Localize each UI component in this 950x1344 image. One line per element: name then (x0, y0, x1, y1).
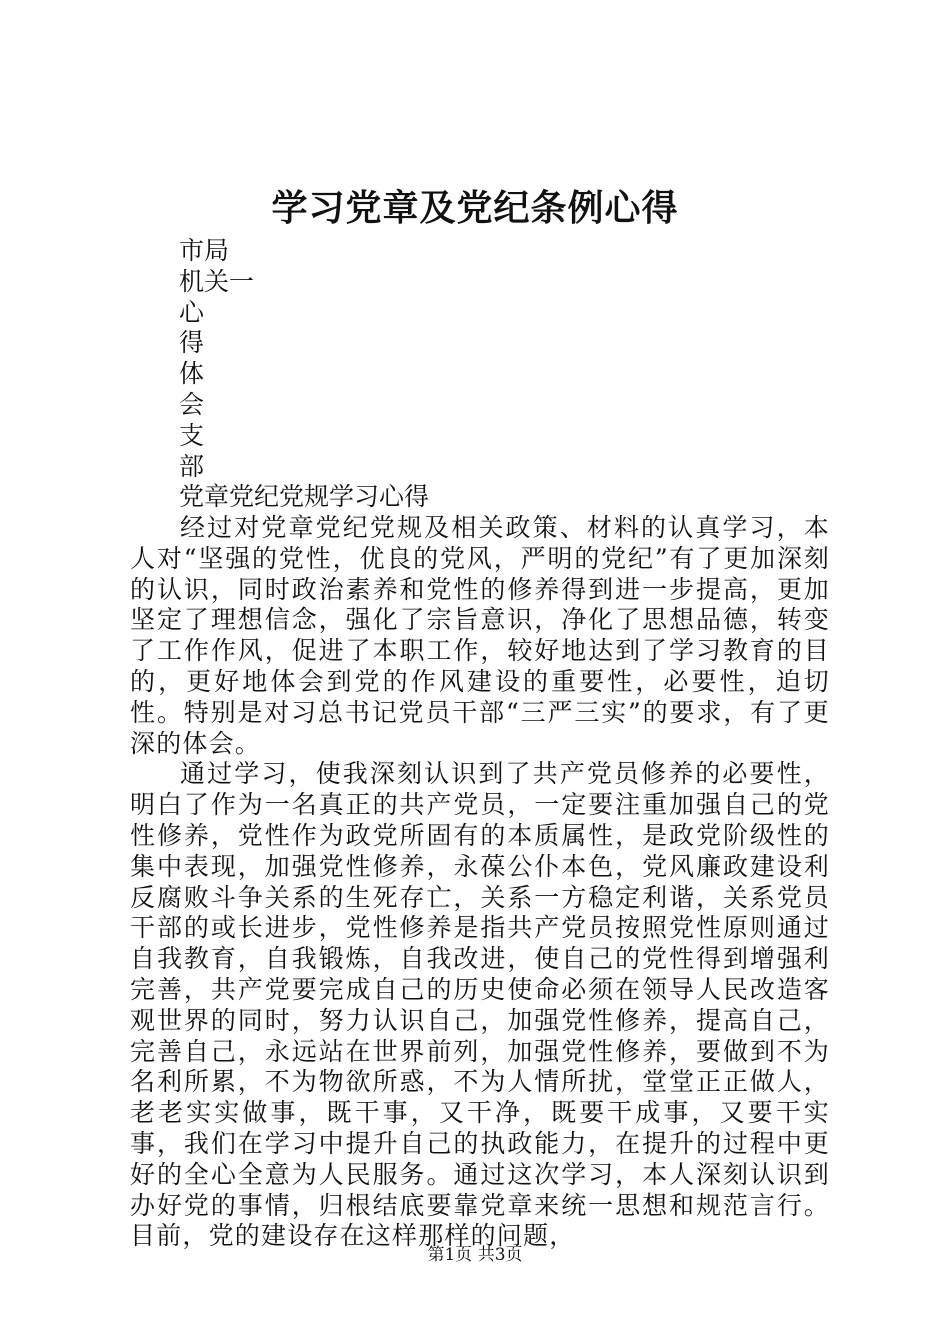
meta-line: 得 (179, 328, 205, 358)
meta-line: 部 (179, 451, 205, 481)
meta-line: 支 (179, 420, 205, 450)
meta-line: 市局 (179, 236, 230, 265)
document-title: 学习党章及党纪条例心得 (271, 187, 679, 229)
meta-block (179, 236, 829, 513)
meta-line: 心 (179, 297, 205, 327)
meta-line: 会 (179, 389, 205, 419)
body-text (130, 513, 830, 1252)
meta-line: 体 (179, 359, 205, 389)
paragraph: 经过对党章党纪党规及相关政策、材料的认真学习，本人对“坚强的党性，优良的党风，严明的党纪”有了更加深刻的认识，同时政治素养和党性的修养得到进一步提高，更加坚定了理想信念，强化了宗旨意识，净化了思想品德，转变了工作作风，促进了本职工作，较好地达到了学习教育的目的，更好地体会到党的作风建设的重要性，必要性，迫切性。特别是对习总书记党员干部“三严三实”的要求，有了更深的体会。 (130, 513, 830, 758)
paragraph: 通过学习，使我深刻认识到了共产党员修养的必要性，明白了作为一名真正的共产党员，一定要注重加强自己的党性修养，党性作为政党所固有的本质属性，是政党阶级性的集中表现，加强党性修养，永葆公仆本色，党风廉政建设利反腐败斗争关系的生死存亡，关系一方稳定利谐，关系党员干部的或长进步，党性修养是指共产党员按照党性原则通过自我教育，自我锻炼，自我改进，使自己的党性得到增强利完善，共产党要完成自己的历史使命必须在领导人民改造客观世界的同时，努力认识自己，加强党性修养，提高自己，完善自己，永远站在世界前列，加强党性修养，要做到不为名利所累，不为物欲所惑，不为人情所扰，堂堂正正做人，老老实实做事，既干事，又干净，既要干成事，又要干实事，我们在学习中提升自己的执政能力，在提升的过程中更好的全心全意为人民服务。通过这次学习，本人深刻认识到办好党的事情，归根结底要靠党章来统一思想和规范言行。目前，党的建设存在这样那样的问题， (130, 759, 830, 1251)
meta-line: 机关一 (179, 266, 255, 296)
page-footer: 第1页 共3页 (427, 1245, 523, 1265)
section-subtitle: 党章党纪党规学习心得 (179, 482, 430, 512)
